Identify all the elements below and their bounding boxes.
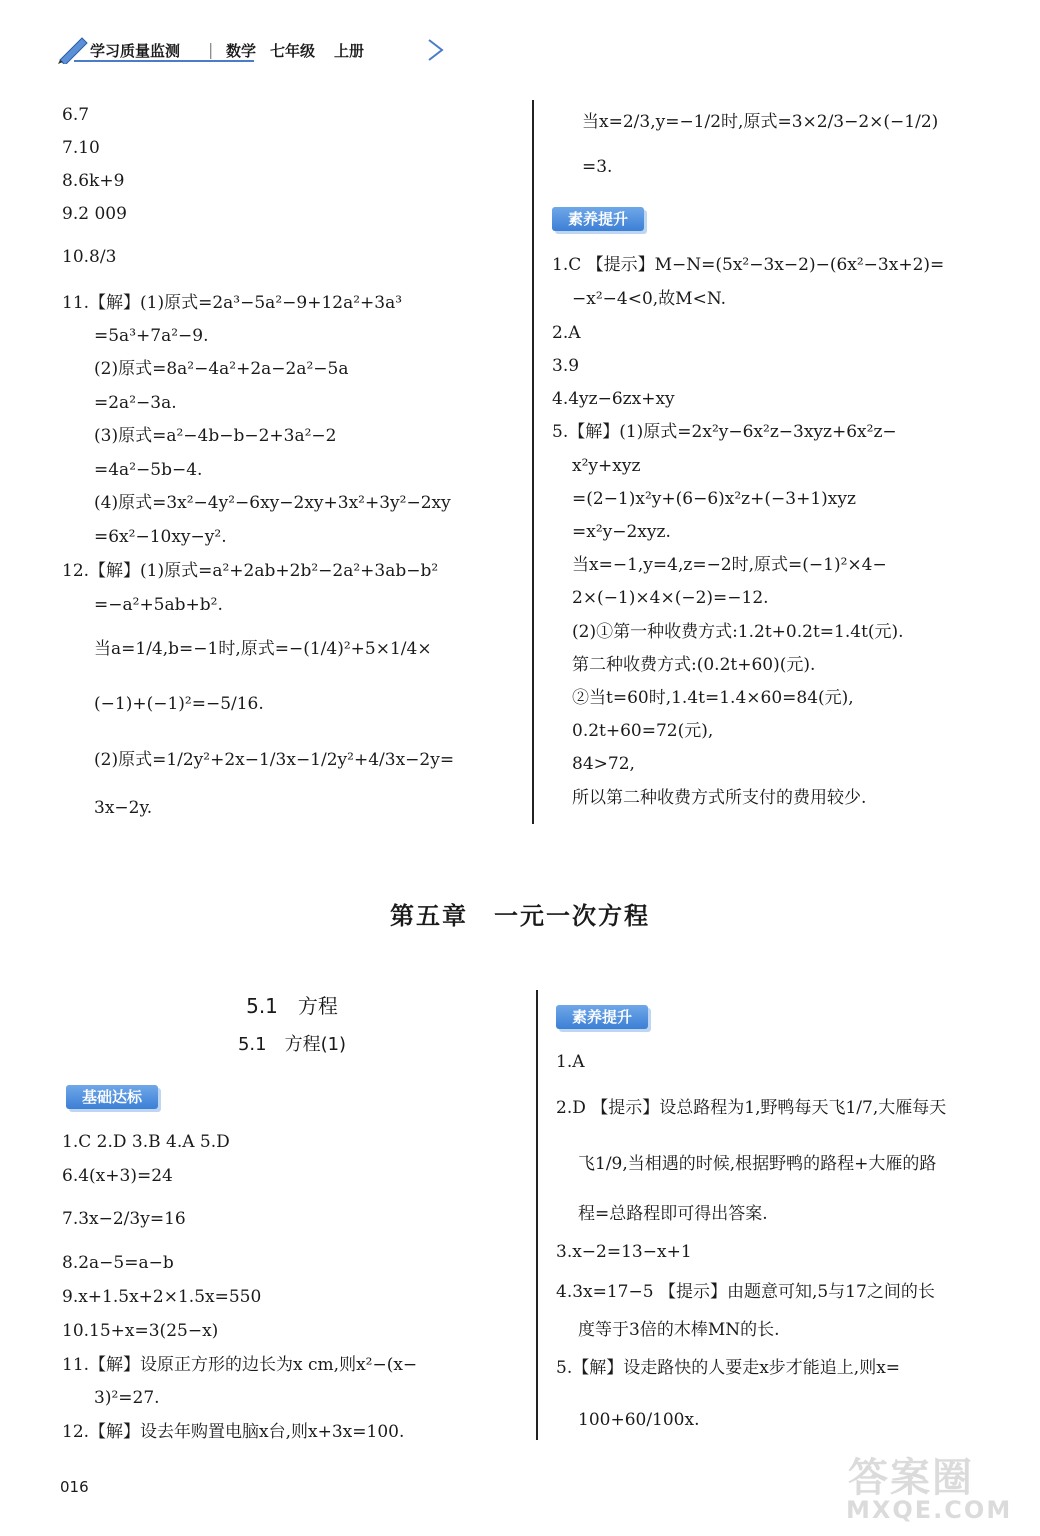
answer-line: 11.【解】(1)原式=2a³−5a²−9+12a²+3a³ (62, 293, 403, 313)
answer-line: 5.【解】(1)原式=2x²y−6x²z−3xyz+6x²z− (552, 422, 897, 442)
answer-line: 5.【解】设走路快的人要走x步才能追上,则x= (556, 1358, 901, 1378)
answer-line: 7.3x−2/3y=16 (62, 1209, 186, 1229)
series-title: 学习质量监测 (90, 42, 181, 60)
answer-line: 飞1/9,当相遇的时候,根据野鸭的路程+大雁的路 (578, 1154, 937, 1174)
answer-line: 当x=2/3,y=−1/2时,原式=3×2/3−2×(−1/2) (582, 112, 939, 132)
answer-line: =3. (582, 157, 613, 177)
chevron-right-icon (424, 36, 448, 64)
page-header (56, 34, 456, 68)
answer-line: ②当t=60时,1.4t=1.4×60=84(元), (572, 688, 854, 708)
column-divider (532, 100, 534, 824)
volume-label: 上册 (334, 42, 365, 60)
answer-line: 1.C 2.D 3.B 4.A 5.D (62, 1132, 230, 1152)
answer-line: (2)①第一种收费方式:1.2t+0.2t=1.4t(元). (572, 622, 904, 642)
answer-line: 3.x−2=13−x+1 (556, 1242, 692, 1262)
answer-line: 3x−2y. (94, 798, 153, 818)
section-badge-jichu: 基础达标 (66, 1085, 158, 1109)
answer-line: x²y+xyz (572, 456, 641, 476)
answer-line: 0.2t+60=72(元), (572, 721, 714, 741)
answer-line: 7.10 (62, 138, 100, 158)
answer-line: 6.7 (62, 105, 90, 125)
answer-line: =2a²−3a. (94, 393, 177, 413)
answer-line: 第二种收费方式:(0.2t+60)(元). (572, 655, 816, 675)
answer-line: =4a²−5b−4. (94, 460, 203, 480)
answer-line: =5a³+7a²−9. (94, 326, 209, 346)
answer-line: 11.【解】设原正方形的边长为x cm,则x²−(x− (62, 1355, 418, 1375)
answer-line: 6.4(x+3)=24 (62, 1166, 173, 1186)
answer-line: =(2−1)x²y+(6−6)x²z+(−3+1)xyz (572, 489, 856, 509)
answer-line: (2)原式=1/2y²+2x−1/3x−1/2y²+4/3x−2y= (94, 750, 455, 770)
answer-line: (3)原式=a²−4b−b−2+3a²−2 (94, 426, 337, 446)
answer-line: 当x=−1,y=4,z=−2时,原式=(−1)²×4− (572, 555, 887, 575)
answer-line: 100+60/100x. (578, 1410, 700, 1430)
watermark-logo (838, 1446, 1028, 1530)
subject-label: 数学 (226, 42, 257, 60)
section-title: 5.1 方程 (246, 994, 338, 1018)
answer-line: 4.4yz−6zx+xy (552, 389, 675, 409)
answer-line: 9.x+1.5x+2×1.5x=550 (62, 1287, 262, 1307)
answer-line: 度等于3倍的木棒MN的长. (578, 1320, 780, 1340)
answer-line: (2)原式=8a²−4a²+2a−2a²−5a (94, 359, 349, 379)
answer-line: 2.D 【提示】设总路程为1,野鸭每天飞1/7,大雁每天 (556, 1098, 947, 1118)
answer-line: 4.3x=17−5 【提示】由题意可知,5与17之间的长 (556, 1282, 935, 1302)
header-separator: | (208, 40, 214, 59)
answer-line: 12.【解】设去年购置电脑x台,则x+3x=100. (62, 1422, 405, 1442)
answer-line: =x²y−2xyz. (572, 522, 671, 542)
answer-line: 8.6k+9 (62, 171, 125, 191)
grade-label: 七年级 (270, 42, 316, 60)
answer-line: 1.C 【提示】M−N=(5x²−3x−2)−(6x²−3x+2)= (552, 255, 945, 275)
watermark-top: 答案圈 (848, 1455, 974, 1501)
answer-line: 当a=1/4,b=−1时,原式=−(1/4)²+5×1/4× (94, 639, 432, 659)
answer-line: 9.2 009 (62, 204, 127, 224)
page-number: 016 (60, 1478, 89, 1496)
column-divider (536, 990, 538, 1440)
answer-line: (−1)+(−1)²=−5/16. (94, 694, 264, 714)
answer-line: 2.A (552, 323, 581, 343)
answer-line: 所以第二种收费方式所支付的费用较少. (572, 788, 867, 808)
answer-line: (4)原式=3x²−4y²−6xy−2xy+3x²+3y²−2xy (94, 493, 451, 513)
answer-line: 程=总路程即可得出答案. (578, 1204, 768, 1224)
answer-line: 3)²=27. (94, 1388, 160, 1408)
subsection-title: 5.1 方程(1) (237, 1034, 347, 1055)
answer-line: 10.8/3 (62, 247, 117, 267)
answer-line: 8.2a−5=a−b (62, 1253, 174, 1273)
answer-line: 3.9 (552, 356, 580, 376)
answer-line: 1.A (556, 1052, 585, 1072)
answer-line: =−a²+5ab+b². (94, 595, 223, 615)
answer-line: 12.【解】(1)原式=a²+2ab+2b²−2a²+3ab−b² (62, 561, 439, 581)
answer-line: 84>72, (572, 754, 635, 774)
answer-line: −x²−4<0,故M<N. (572, 289, 727, 309)
answer-line: 2×(−1)×4×(−2)=−12. (572, 588, 769, 608)
section-badge-suyang: 素养提升 (556, 1005, 648, 1029)
watermark-bottom: MXQE.COM (846, 1496, 1013, 1524)
section-badge-suyang: 素养提升 (552, 207, 644, 231)
chapter-title: 第五章 一元一次方程 (390, 902, 650, 930)
answer-line: =6x²−10xy−y². (94, 527, 227, 547)
answer-line: 10.15+x=3(25−x) (62, 1321, 219, 1341)
